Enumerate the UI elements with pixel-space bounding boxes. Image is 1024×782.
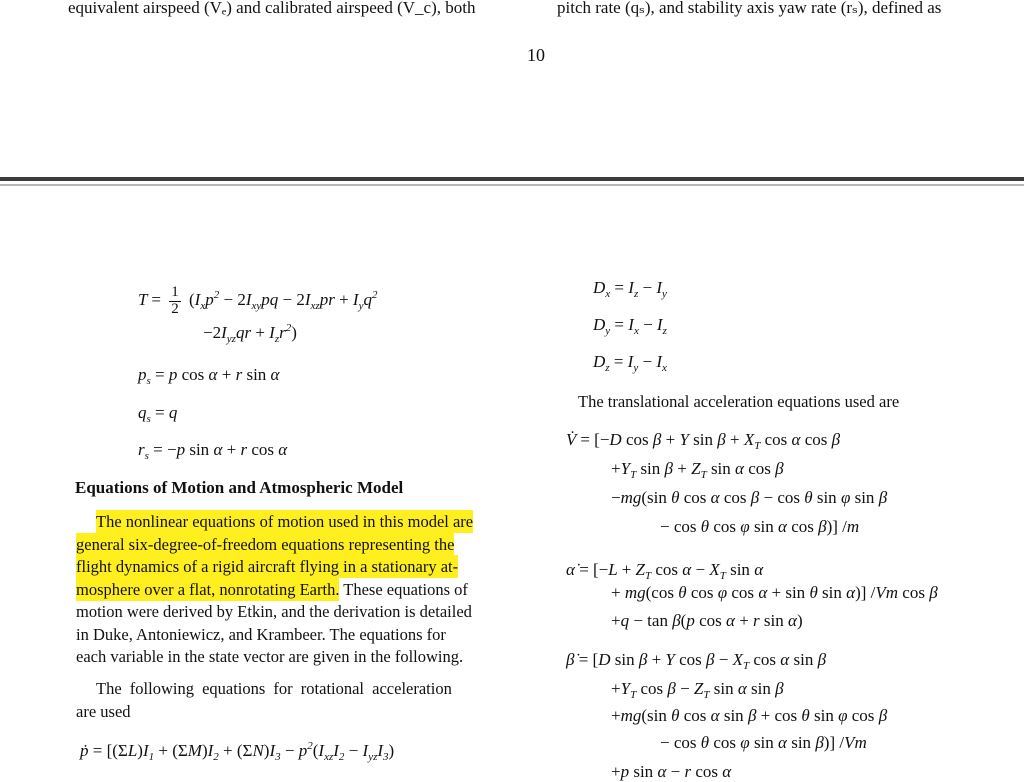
highlighted-text: mosphere over a flat, nonrotating Earth. bbox=[76, 579, 340, 599]
para-line: in Duke, Antoniewicz, and Krambeer. The equations for bbox=[76, 624, 446, 644]
Dz-eq: $D_z = I_y - I_x$ bbox=[593, 352, 667, 374]
alphadot-eq-line2: + mg(cos θ cos φ cos α + sin θ sin α)] /Vm cos β bbox=[611, 583, 938, 602]
para-line: The following equations for rotational acceleration bbox=[96, 679, 452, 698]
top-left-text: equivalent airspeed (Vₑ) and calibrated airspeed (V_c), both bbox=[68, 0, 476, 17]
alphadot-eq-line1: α̇ = [$-L + Z_T$ $\cos \alpha - X_T$ sin α bbox=[566, 560, 764, 582]
Vdot-eq-line3: −mg(sin θ cos α cos β − cos θ sin φ sin β bbox=[611, 488, 888, 507]
Vdot-eq-line4: − cos θ cos φ sin α cos β)] /m bbox=[660, 517, 860, 536]
T-symbol: T bbox=[138, 290, 148, 310]
betadot-eq-line2: $+Y_T$ $\cos \beta - Z_T$ sin α sin β bbox=[611, 679, 784, 701]
section-heading: Equations of Motion and Atmospheric Model bbox=[75, 478, 404, 497]
page-divider-shadow bbox=[0, 184, 1024, 186]
pdot-eq: ṗ = [$(\Sigma L)I_1 + (\Sigma M)I_2 + (\Sigma N)I_3 - p^2(I_{xz}I_2 - I_{yz}I_3)$ bbox=[80, 740, 395, 763]
betadot-eq-line3: +mg(sin θ cos α sin β + cos θ sin φ cos β bbox=[611, 706, 888, 725]
rs-eq: $r_s = -p$ sin α + r cos α bbox=[138, 440, 288, 462]
qs-eq: $q_s = q$ bbox=[138, 403, 178, 425]
betadot-eq-line4: − cos θ cos φ sin α sin β)] /Vm bbox=[660, 733, 867, 752]
highlighted-text: flight dynamics of a rigid aircraft flying in a stationary at- bbox=[76, 557, 459, 576]
page-divider bbox=[0, 177, 1024, 181]
kinetic-energy-eq-line2: $-2I_{yz}qr + I_zr^2$) bbox=[203, 322, 297, 345]
alphadot-eq-line3: +q − tan β(p cos α + r sin α) bbox=[611, 611, 803, 630]
equations-paragraph bbox=[76, 511, 526, 669]
para-line: are used bbox=[76, 701, 131, 721]
betadot-eq-line5: +p sin α − r cos α bbox=[611, 762, 732, 781]
one-half-fraction: $\frac{1}{2}$ bbox=[171, 284, 179, 317]
Dy-eq: $D_y = I_x - I_z$ bbox=[593, 315, 667, 337]
ps-eq: $p_s = p$ cos α + r sin α bbox=[138, 365, 280, 387]
rotational-accel-paragraph bbox=[76, 678, 526, 723]
highlighted-text: general six-degree-of-freedom equations representing the bbox=[76, 534, 455, 554]
para-line: motion were derived by Etkin, and the derivation is detailed bbox=[76, 602, 472, 621]
betadot-eq-line1: β̇ = [D sin β + Y $\cos \beta - X_T$ cos α sin β bbox=[566, 650, 827, 672]
page-number: 10 bbox=[527, 45, 545, 65]
para-line: each variable in the state vector are given in the following. bbox=[76, 647, 464, 666]
Vdot-eq-line1: V̇ = [−D cos β + Y $\sin \beta + X_T$ cos α cos β bbox=[566, 430, 841, 452]
Vdot-eq-line2: $+Y_T$ $\sin \beta + Z_T$ sin α cos β bbox=[611, 459, 784, 481]
kinetic-energy-eq-line1: T = $\frac{1}{2}$ ($I_xp^2 - 2I_{xy}pq - 2I_{xz}pr + I_yq^2$ bbox=[138, 284, 378, 317]
top-right-text: pitch rate (qₛ), and stability axis yaw rate (rₛ), defined as bbox=[557, 0, 942, 17]
translational-intro: The translational acceleration equations used are bbox=[578, 392, 900, 411]
Dx-eq: $D_x = I_z - I_y$ bbox=[593, 278, 667, 300]
para-text: These equations of bbox=[339, 579, 468, 599]
highlighted-text: The nonlinear equations of motion used in this model are bbox=[96, 512, 474, 531]
